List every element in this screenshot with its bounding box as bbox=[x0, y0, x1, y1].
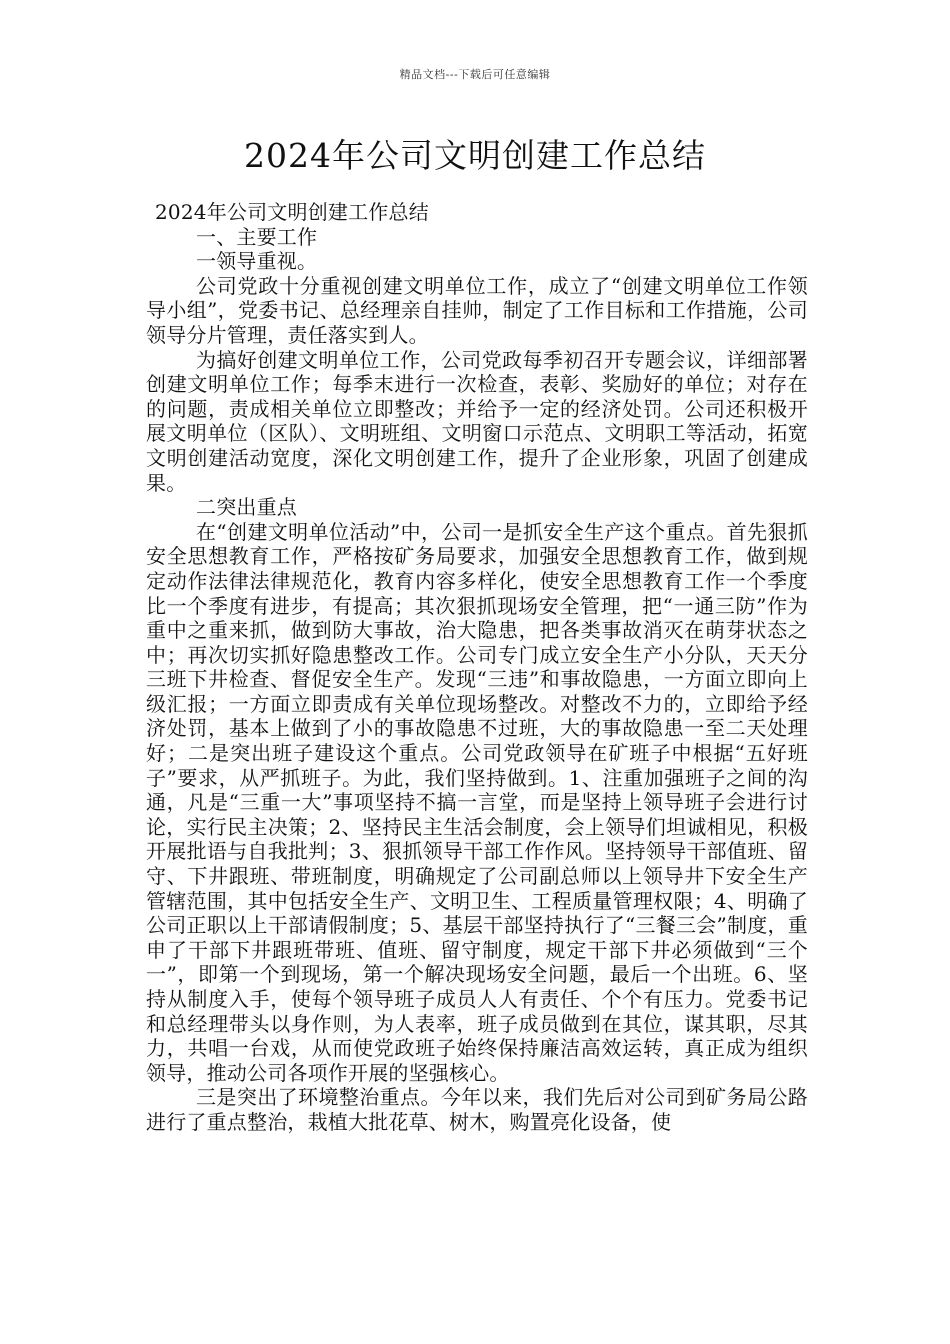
paragraph-leadership-group: 公司党政十分重视创建文明单位工作，成立了“创建文明单位工作领导小组”，党委书记、总经理亲自挂帅，制定了工作目标和工作措施，公司领导分片管理，责任落实到人。 bbox=[146, 273, 808, 347]
document-body bbox=[146, 200, 808, 1135]
subsection-heading-key-points: 二突出重点 bbox=[196, 495, 297, 520]
page-header-note: 精品文档---下载后可任意编辑 bbox=[399, 68, 551, 81]
subsection-heading-leadership: 一领导重视。 bbox=[196, 249, 318, 274]
section-heading-main-work: 一、主要工作 bbox=[196, 224, 318, 249]
paragraph-quarterly-meetings: 为搞好创建文明单位工作，公司党政每季初召开专题会议，详细部署创建文明单位工作；每季末进行一次检查，表彰、奖励好的单位；对存在的问题，责成相关单位立即整改；并给予一定的经济处罚。公司还积极开展文明单位（区队）、文明班组、文明窗口示范点、文明职工等活动，拓宽文明创建活动宽度，深化文明创建工作，提升了企业形象，巩固了创建成果。 bbox=[146, 347, 808, 495]
document-subtitle: 2024年公司文明创建工作总结 bbox=[155, 200, 429, 224]
document-title: 2024年公司文明创建工作总结 bbox=[244, 136, 706, 175]
paragraph-safety-and-team: 在“创建文明单位活动”中，公司一是抓安全生产这个重点。首先狠抓安全思想教育工作，严格按矿务局要求，加强安全思想教育工作，做到规定动作法律法律规范化，教育内容多样化，使安全思想教育工作一个季度比一个季度有进步，有提高；其次狠抓现场安全管理，把“一通三防”作为重中之重来抓，做到防大事故，治大隐患，把各类事故消灭在萌芽状态之中；再次切实抓好隐患整改工作。公司专门成立安全生产小分队，天天分三班下井检查、督促安全生产。发现“三违”和事故隐患，一方面立即向上级汇报；一方面立即责成有关单位现场整改。对整改不力的，立即给予经济处罚，基本上做到了小的事故隐患不过班，大的事故隐患一至二天处理好；二是突出班子建设这个重点。公司党政领导在矿班子中根据“五好班子”要求，从严抓班子。为此，我们坚持做到。1、注重加强班子之间的沟通，凡是“三重一大”事项坚持不搞一言堂，而是坚持上领导班子会进行讨论，实行民主决策；2、坚持民主生活会制度，会上领导们坦诚相见，积极开展批语与自我批判；3、狠抓领导干部工作作风。坚持领导干部值班、留守、下井跟班、带班制度，明确规定了公司副总师以上领导井下安全生产管辖范围，其中包括安全生产、文明卫生、工程质量管理权限；4、明确了公司正职以上干部请假制度；5、基层干部坚持执行了“三餐三会”制度，重申了干部下井跟班带班、值班、留守制度，规定干部下井必须做到“三个一”，即第一个到现场，第一个解决现场安全问题，最后一个出班。6、坚持从制度入手，使每个领导班子成员人人有责任、个个有压力。党委书记和总经理带头以身作则，为人表率，班子成员做到在其位，谋其职，尽其力，共唱一台戏，从而使党政班子始终保持廉洁高效运转，真正成为组织领导，推动公司各项作开展的坚强核心。 bbox=[146, 519, 808, 1085]
paragraph-environment: 三是突出了环境整治重点。今年以来，我们先后对公司到矿务局公路进行了重点整治，栽植大批花草、树木，购置亮化设备，使 bbox=[146, 1085, 808, 1134]
